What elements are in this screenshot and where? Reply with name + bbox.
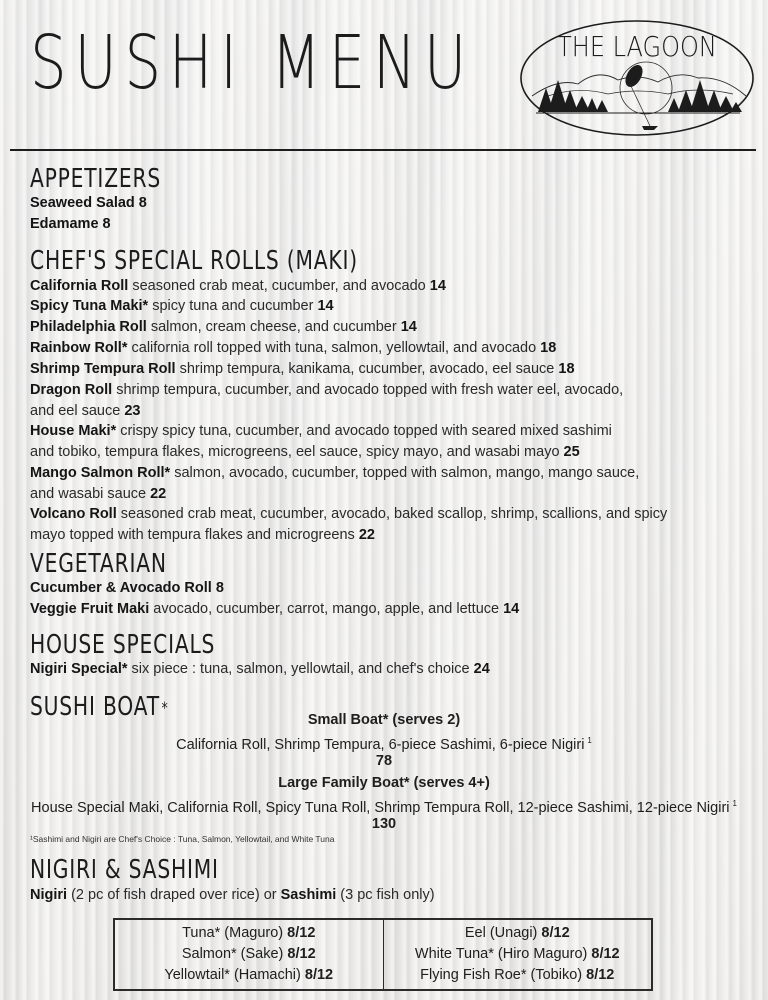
menu-item: Edamame 8: [30, 216, 111, 232]
nigiri-sashimi-intro: Nigiri (2 pc of fish draped over rice) or Sashimi (3 pc fish only): [30, 887, 435, 903]
menu-item: Seaweed Salad 8: [30, 195, 147, 211]
section-heading-nigiri-sashimi: NIGIRI & SASHIMI: [30, 855, 219, 885]
menu-item: Philadelphia Roll salmon, cream cheese, and cucumber 14: [30, 319, 417, 335]
boat-price: 78: [375, 753, 393, 769]
menu-item: Nigiri Special* six piece : tuna, salmon, yellowtail, and chef's choice 24: [30, 661, 490, 677]
svg-text:THE LAGOON: THE LAGOON: [557, 31, 717, 64]
lagoon-landscape-icon: [518, 18, 756, 138]
section-heading-house-specials: HOUSE SPECIALS: [30, 630, 216, 660]
menu-item: Veggie Fruit Maki avocado, cucumber, carrot, mango, apple, and lettuce 14: [30, 601, 520, 617]
fish-column-right: [383, 919, 652, 990]
boat-price: 130: [371, 816, 397, 832]
fish-item: Salmon* (Sake) 8/12: [181, 946, 316, 962]
menu-item-continued: and eel sauce 23: [30, 403, 141, 419]
boat-contents: House Special Maki, California Roll, Spicy Tuna Roll, Shrimp Tempura Roll, 12-piece Sashimi, 12-piece Nigiri $^1$: [31, 799, 737, 816]
asterisk-mark: *: [161, 697, 169, 717]
section-heading-appetizers: APPETIZERS: [30, 164, 161, 194]
menu-item: Spicy Tuna Maki* spicy tuna and cucumber 14: [30, 298, 334, 314]
section-heading-rolls: CHEF'S SPECIAL ROLLS (MAKI): [30, 246, 358, 276]
menu-item: House Maki* crispy spicy tuna, cucumber, and avocado topped with seared mixed sashimi: [30, 423, 612, 439]
fish-item: Flying Fish Roe* (Tobiko) 8/12: [420, 967, 615, 983]
boat-contents: California Roll, Shrimp Tempura, 6-piece Sashimi, 6-piece Nigiri $^1$: [176, 736, 592, 753]
section-heading-vegetarian: VEGETARIAN: [30, 549, 167, 579]
menu-item-continued: mayo topped with tempura flakes and microgreens 22: [30, 527, 375, 543]
boat-title: Small Boat* (serves 2): [307, 712, 461, 728]
header-divider: [10, 149, 756, 151]
section-heading-sushi-boat: SUSHI BOAT*: [30, 692, 169, 722]
footnote: ¹Sashimi and Nigiri are Chef's Choice : Tuna, Salmon, Yellowtail, and White Tuna: [30, 834, 335, 844]
menu-item: Cucumber & Avocado Roll 8: [30, 580, 224, 596]
page-title: SUSHI MENU: [30, 20, 475, 106]
fish-column-left: [114, 919, 383, 990]
menu-item-continued: and wasabi sauce 22: [30, 486, 167, 502]
menu-item: Dragon Roll shrimp tempura, cucumber, and avocado topped with fresh water eel, avocado,: [30, 382, 624, 398]
menu-item: California Roll seasoned crab meat, cucumber, and avocado 14: [30, 278, 446, 294]
menu-item: Mango Salmon Roll* salmon, avocado, cucumber, topped with salmon, mango, mango sauce,: [30, 465, 640, 481]
fish-item: Eel (Unagi) 8/12: [464, 925, 570, 941]
fish-item: Yellowtail* (Hamachi) 8/12: [164, 967, 334, 983]
menu-item: Shrimp Tempura Roll shrimp tempura, kanikama, cucumber, avocado, eel sauce 18: [30, 361, 575, 377]
menu-item: Volcano Roll seasoned crab meat, cucumber, avocado, baked scallop, shrimp, scallions, and spicy: [30, 506, 668, 522]
menu-item: Rainbow Roll* california roll topped with tuna, salmon, yellowtail, and avocado 18: [30, 340, 557, 356]
boat-title: Large Family Boat* (serves 4+): [278, 775, 490, 791]
menu-item-continued: and tobiko, tempura flakes, microgreens, eel sauce, spicy mayo, and wasabi mayo 25: [30, 444, 580, 460]
fish-item: White Tuna* (Hiro Maguro) 8/12: [414, 946, 620, 962]
the-lagoon-logo: [518, 18, 756, 138]
fish-item: Tuna* (Maguro) 8/12: [182, 925, 316, 941]
nigiri-sashimi-table: [113, 918, 653, 991]
